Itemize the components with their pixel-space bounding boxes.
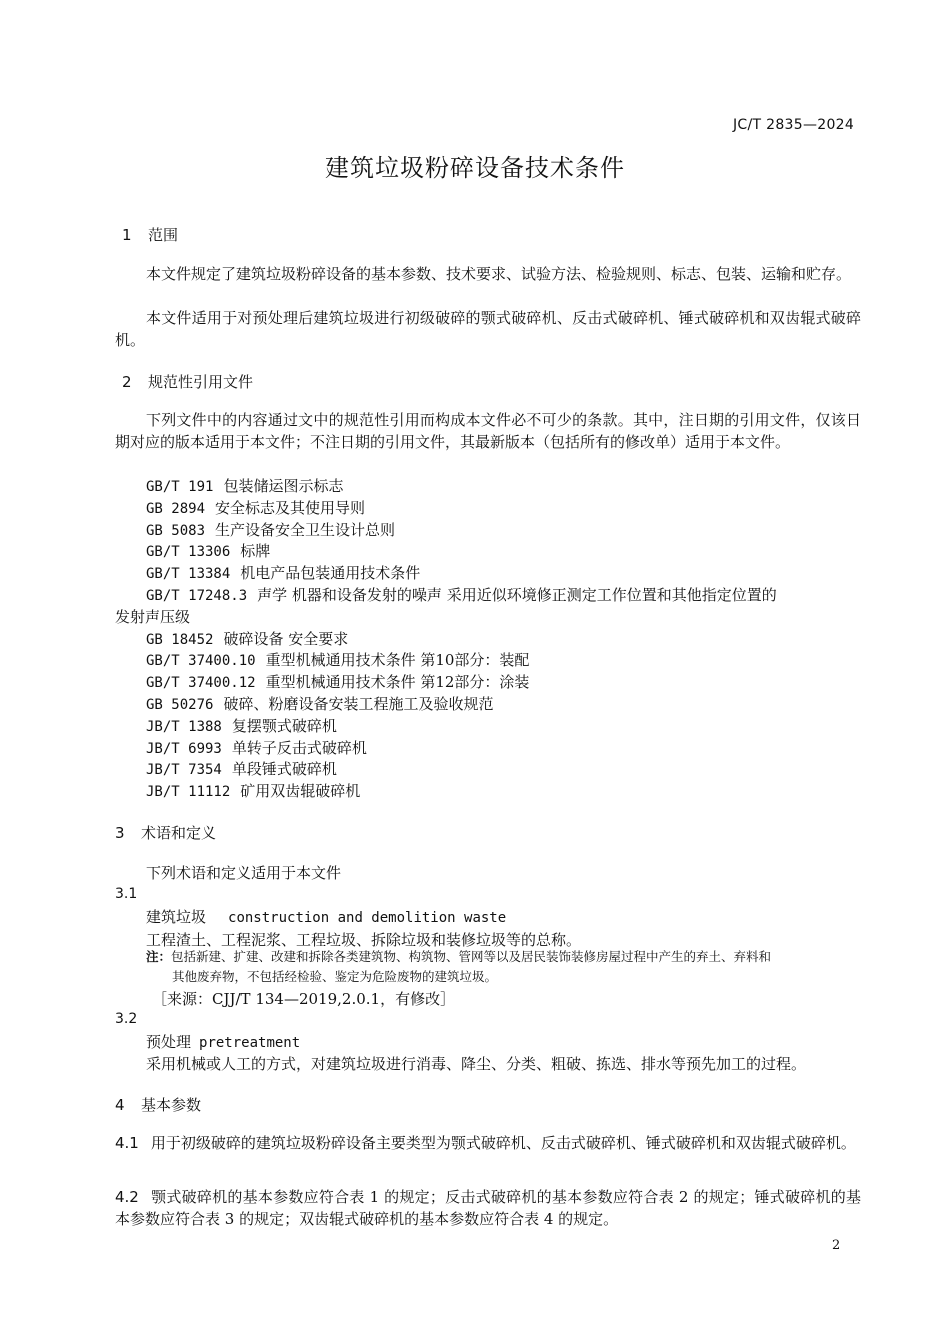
- term-entry: [146, 1031, 300, 1052]
- reference-item: [146, 541, 270, 564]
- section-1-heading: [122, 224, 178, 245]
- reference-code: GB/T 13384: [146, 566, 231, 582]
- document-title: 建筑垃圾粉碎设备技术条件: [325, 154, 625, 182]
- section-title: 基本参数: [141, 1096, 202, 1114]
- reference-title: 破碎、粉磨设备安装工程施工及验收规范: [223, 695, 494, 713]
- reference-title: 安全标志及其使用导则: [215, 499, 366, 517]
- clause-text: 用于初级破碎的建筑垃圾粉碎设备主要类型为颚式破碎机、反击式破碎机、锤式破碎机和双齿辊式破碎机。: [150, 1134, 856, 1152]
- reference-item: [146, 520, 395, 543]
- reference-code: JB/T 7354: [146, 762, 222, 778]
- term-definition: 采用机械或人工的方式，对建筑垃圾进行消毒、降尘、分类、粗破、拣选、排水等预先加工的过程。: [146, 1055, 807, 1073]
- section-title: 规范性引用文件: [148, 373, 254, 391]
- reference-title: 生产设备安全卫生设计总则: [215, 521, 396, 539]
- reference-code: GB 50276: [146, 697, 214, 713]
- reference-code: GB/T 37400.12: [146, 675, 256, 691]
- section-4-heading: [115, 1094, 201, 1115]
- section-title: 术语和定义: [141, 824, 217, 842]
- reference-title: 矿用双齿辊破碎机: [240, 782, 361, 800]
- clause-number: 4.2: [115, 1188, 139, 1206]
- reference-title: 重型机械通用技术条件 第12部分：涂装: [265, 673, 530, 691]
- reference-item: [146, 694, 493, 717]
- term-chinese: 预处理: [146, 1033, 192, 1051]
- term-number: 3.1: [115, 886, 138, 902]
- reference-title: 破碎设备 安全要求: [223, 630, 349, 648]
- section-number: 4: [115, 1096, 125, 1114]
- page-number: 2: [832, 1238, 841, 1253]
- section-2-heading: [122, 371, 253, 392]
- term-definition: 工程渣土、工程泥浆、工程垃圾、拆除垃圾和装修垃圾等的总称。: [146, 931, 582, 949]
- reference-item: [146, 629, 348, 652]
- paragraph: 下列术语和定义适用于本文件: [146, 864, 342, 882]
- reference-item: [146, 498, 365, 521]
- reference-title: 标牌: [240, 542, 271, 560]
- paragraph: 下列文件中的内容通过文中的规范性引用而构成本文件必不可少的条款。其中，注日期的引用文件，仅该日期对应的版本适用于本文件；不注日期的引用文件，其最新版本（包括所有的修改单）适用于本文件。: [115, 411, 861, 451]
- clause-4-1: [115, 1133, 861, 1155]
- term-number: 3.2: [115, 1011, 138, 1027]
- note-label: 注：: [146, 949, 172, 964]
- reference-item: [146, 672, 529, 695]
- reference-title: 单转子反击式破碎机: [231, 739, 367, 757]
- reference-item: [146, 585, 777, 608]
- reference-title: 重型机械通用技术条件 第10部分：装配: [265, 651, 530, 669]
- section-3-heading: [115, 822, 216, 843]
- reference-item: [146, 738, 367, 761]
- reference-item: [146, 759, 337, 782]
- reference-item: [146, 716, 337, 739]
- reference-code: JB/T 1388: [146, 719, 222, 735]
- reference-code: JB/T 6993: [146, 741, 222, 757]
- reference-title: 单段锤式破碎机: [231, 760, 337, 778]
- term-english: construction and demolition waste: [228, 910, 507, 926]
- section-number: 3: [115, 824, 125, 842]
- term-note: [146, 947, 862, 987]
- reference-code: GB/T 191: [146, 479, 214, 495]
- reference-item: [146, 563, 420, 586]
- paragraph: 本文件规定了建筑垃圾粉碎设备的基本参数、技术要求、试验方法、检验规则、标志、包装、运输和贮存。: [146, 265, 852, 283]
- section-number: 2: [122, 373, 132, 391]
- note-text: 其他废弃物，不包括经检验、鉴定为危险废物的建筑垃圾。: [172, 969, 498, 984]
- term-chinese: 建筑垃圾: [146, 908, 207, 926]
- section-number: 1: [122, 226, 132, 244]
- term-english: pretreatment: [199, 1035, 301, 1051]
- reference-title: 包装储运图示标志: [223, 477, 344, 495]
- reference-code: GB 5083: [146, 523, 206, 539]
- reference-code: GB/T 37400.10: [146, 653, 256, 669]
- reference-code: GB 2894: [146, 501, 206, 517]
- clause-text: 颚式破碎机的基本参数应符合表 1 的规定；反击式破碎机的基本参数应符合表 2 的规定；锤式破碎机的基本参数应符合表 3 的规定；双齿辊式破碎机的基本参数应符合表 4 的规定。: [115, 1188, 861, 1228]
- term-entry: [146, 906, 506, 927]
- reference-code: GB 18452: [146, 632, 214, 648]
- paragraph: 本文件适用于对预处理后建筑垃圾进行初级破碎的颚式破碎机、反击式破碎机、锤式破碎机和双齿辊式破碎机。: [115, 309, 861, 349]
- reference-code: JB/T 11112: [146, 784, 231, 800]
- reference-item: [146, 476, 343, 499]
- reference-code: GB/T 17248.3: [146, 588, 248, 604]
- clause-number: 4.1: [115, 1134, 139, 1152]
- reference-continuation: 发射声压级: [115, 608, 191, 626]
- reference-code: GB/T 13306: [146, 544, 231, 560]
- reference-title: 机电产品包装通用技术条件: [240, 564, 421, 582]
- note-text: 包括新建、扩建、改建和拆除各类建筑物、构筑物、管网等以及居民装饰装修房屋过程中产生的弃土、弃料和: [171, 949, 772, 964]
- reference-item: [146, 781, 360, 804]
- clause-4-2: [115, 1187, 861, 1230]
- section-title: 范围: [148, 226, 179, 244]
- term-source: ［来源：CJJ/T 134—2019,2.0.1，有修改］: [152, 990, 456, 1008]
- reference-title: 声学 机器和设备发射的噪声 采用近似环境修正测定工作位置和其他指定位置的: [257, 586, 777, 604]
- standard-code: JC/T 2835—2024: [733, 117, 855, 133]
- reference-title: 复摆颚式破碎机: [231, 717, 337, 735]
- reference-item: [146, 650, 529, 673]
